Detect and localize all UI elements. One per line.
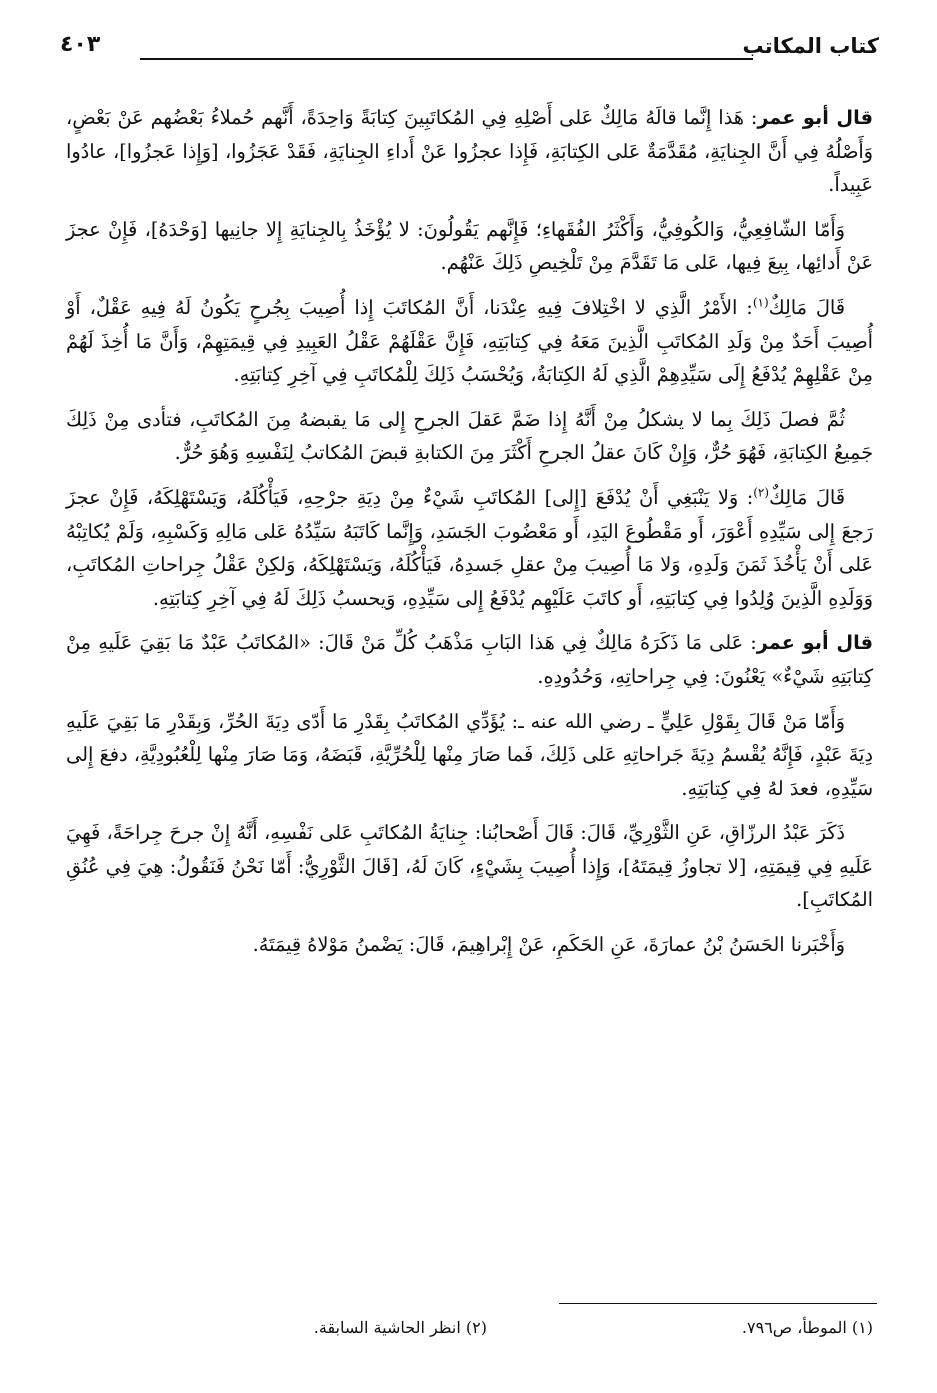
paragraph-text-cont: : الأَمْرُ الَّذِي لا اخْتِلافَ فِيهِ عِنْدَنا، أَنَّ المُكاتَبَ إِذا أُصِيبَ بِجُرحٍ يَكُونُ لَهُ فِيهِ عَقْلٌ، أَوْ أُصِيبَ أَحَدٌ مِنْ وَلَدِ المُكاتَبِ الَّذِينَ مَعَهُ فِي كِتابَتِهِ، فَإِنَّ عَقْلَهُمْ عَقْلُ العَبِيدِ فِي قِيمَتِهِمْ، وَأَنَّ مَا أُخِذَ لَهُمْ مِنْ عَقْلِهِمْ يُدْفَعُ إِلَى سَيِّدِهِمْ الَّذِي لَهُ الكِتابَةُ، وَيُحْسَبُ ذَلِكَ لِلْمُكاتَبِ فِي آخِرِ كِتابَتِهِ. (66, 295, 873, 387)
speaker-label: قال أبو عمر (756, 631, 873, 655)
paragraph-text: : عَلى مَا ذَكَرَهُ مَالِكٌ فِي هَذا البَابِ مَذْهَبُ كُلِّ مَنْ قَالَ: «المُكاتَبُ عَبْدٌ مَا بَقِيَ عَلَيهِ مِنْ كِتابَتِهِ شَيْءٌ» يَعْنُونَ: فِي جِراحاتِهِ، وَحُدُودِهِ. (66, 631, 873, 688)
paragraph (66, 816, 873, 917)
paragraph-text: قَالَ مَالِكٌ (769, 485, 845, 509)
footnotes (60, 1318, 877, 1348)
paragraph-text: قَالَ مَالِكٌ (768, 295, 845, 319)
paragraph (66, 291, 873, 392)
header-rule (140, 58, 753, 60)
speaker-label: قال أبو عمر (757, 106, 873, 129)
paragraph (66, 403, 873, 470)
paragraph-text: وَأَخْبَرنا الحَسَنُ بْنُ عمارَةَ، عَنِ الحَكَمِ، عَنْ إِبْراهِيمَ، قَالَ: يَضْمنُ مَوْلاهُ قِيمَتَهُ. (252, 933, 845, 957)
paragraph (66, 481, 873, 615)
chapter-title: كتاب المكاتب (742, 34, 879, 58)
paragraph-text: ذَكَرَ عَبْدُ الرزّاقِ، عَنِ الثَّوْرِيِّ، قَالَ: قَالَ أَصْحابُنا: جِنايَةُ المُكاتَبِ عَلى نَفْسِهِ، أَنَّهُ إِنْ جرحَ جِراحَةً، فَهِيَ عَلَيهِ فِي قِيمَتِهِ، [لا تجاوزُ قِيمَتَهُ]، وَإِذا أُصِيبَ بِشَيْءٍ، كَانَ لَهُ، [قَالَ الثَّوْرِيُّ: أَمّا نَحْنُ فَنَقُولُ: هِيَ فِي عُنُقِ المُكاتَبِ]. (66, 821, 873, 912)
paragraph-text: وَأَمّا مَنْ قَالَ بِقَوْلِ عَلِيٍّ ـ رضي الله عنه ـ: يُؤَدِّي المُكاتَبُ بِقَدْرِ مَا أَدّى دِيَةَ الحُرِّ، وَبِقَدْرِ مَا بَقِيَ عَلَيهِ دِيَةَ عَبْدٍ، فَإِنَّهُ يُقْسمُ دِيَةَ جَراحاتِهِ عَلى ذَلِكَ، فَما صَارَ مِنْها لِلْحُرِّيَّةِ، قَبَضَهُ، وَمَا صَارَ مِنْها لِلْعُبُودِيَّةِ، دفعَ إِلى سَيِّدِهِ، فعدَ لهُ فِي كِتابَتِهِ. (66, 709, 873, 800)
footnote-2: (٢) انظر الحاشية السابقة. (313, 1318, 487, 1337)
paragraph (66, 705, 873, 806)
footnote-1: (١) الموطأ، ص٧٩٦. (741, 1318, 873, 1337)
footnote-ref: (١) (752, 295, 769, 310)
paragraph (66, 626, 873, 693)
footnote-rule (559, 1303, 877, 1304)
paragraph-text: ثُمَّ فصلَ ذَلِكَ بِما لا يشكلُ مِنْ أَنَّهُ إِذا ضَمَّ عَقلَ الجرحِ إِلى مَا يقبضهُ مِنَ المُكاتَبِ، فتأدى مِنْ ذَلِكَ جَمِيعُ الكِتابَةِ، فَهُوَ حُرٌّ، وَإِنْ كَانَ عقلُ الجرحِ أَكْثَرَ مِنَ الكتابةِ قبضَ المُكاتبُ لِنَفْسِهِ وَهُوَ حُرٌّ. (66, 407, 873, 465)
paragraph-text-cont: : وَلا يَنْبَغِي أَنْ يُدْفَعَ [إِلى] المُكاتَبِ شَيْءٌ مِنْ دِيَةِ جرْحِهِ، فَيَأْكُلَهُ، وَيَسْتَهْلِكَهُ، فَإِنْ عجزَ رَجعَ إِلى سَيِّدِهِ أَعْوَرَ، أَو مَقْطُوعَ اليَدِ، أَو مَعْضُوبَ الجَسَدِ، وَإِنَّما كَاتَبَهُ سَيِّدُهُ عَلى مَالِهِ وَكَسْبِهِ، وَلَمْ يُكاتِبْهُ عَلى أَنْ يَأْخُذَ ثَمَنَ وَلَدِهِ، وَلا مَا أُصِيبَ مِنْ عقلِ جَسدِهُ، فَيَأْكُلَهُ، وَيَسْتَهْلِكَهُ، وَلكِنْ عَقْلُ جِراحاتِ المُكاتَبِ، وَوَلَدِهِ الَّذِينَ وُلِدُوا فِي كِتابَتِهِ، أَو كاتَبَ عَلَيْهِم يُدْفَعُ إِلى سَيِّدِهِ، وَيحسبُ ذَلِكَ لَهُ فِي آخِرِ كِتابَتِهِ. (66, 485, 873, 610)
paragraph (66, 928, 873, 962)
paragraph-text: وَأَمّا الشّافِعِيُّ، وَالكُوفِيُّ، وَأَكْثَرُ الفُقَهاءِ؛ فَإِنَّهم يَقُولُونَ: لا يُؤْخَذُ بِالجِنايَةِ إِلا جانِيها [وَحْدَهُ]، فَإِنْ عجزَ عَنْ أَدائِها، بِيعَ فِيها، عَلى مَا تَقَدَّمَ مِنْ تَلْخِيصِ ذَلِكَ عَنْهُم. (66, 217, 873, 275)
main-text (66, 101, 873, 973)
paragraph (66, 213, 873, 280)
running-header (60, 30, 879, 70)
page-number: ٤٠٣ (60, 32, 101, 57)
footnote-ref: (٢) (753, 485, 770, 500)
paragraph (66, 101, 873, 202)
paragraph-text: : هَذا إِنَّما قالَهُ مَالِكٌ عَلى أَصْلِهِ فِي المُكاتَبِينَ كِتابَةً وَاحِدَةً، أَنَّهم حُملاءُ بَعْضُهم عَنْ بَعْضٍ، وَأَصْلُهُ فِي أَنَّ الجِنايَةِ، مُقَدَّمَةٌ عَلى الكِتابَةِ، فَإِذا عجزُوا عَنْ أَداءِ الجِنايَةِ، فَقَدْ عَجَزُوا، [وَإِذا عَجزُوا]، عادُوا عَبِيداً. (66, 106, 873, 197)
